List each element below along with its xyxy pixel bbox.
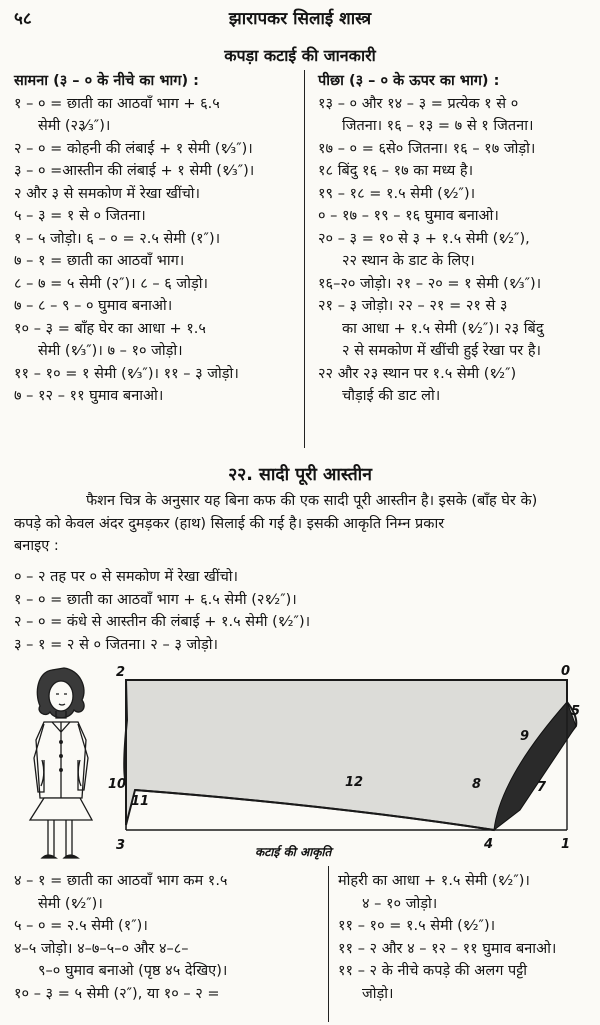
front-line: ११ – १० = १ सेमी (१⁄₃″)। ११ – ३ जोड़ो। (14, 365, 239, 382)
bottom-left-column (14, 870, 322, 1005)
bottom-right-line: जोड़ो। (362, 985, 394, 1002)
back-line: का आधा + १.५ सेमी (१⁄₂″)। २३ बिंदु (342, 320, 544, 337)
sleeve-figure (0, 660, 600, 865)
point-label: 3 (116, 838, 126, 853)
paragraph-line: बनाइए : (14, 538, 59, 554)
bottom-right-line: ११ – १० = १.५ सेमी (१⁄₂″)। (338, 918, 496, 934)
page-number: ५८ (14, 9, 32, 29)
sleeve-title: २२. सादी पूरी आस्तीन (228, 465, 372, 485)
bottom-column-divider (328, 866, 329, 1022)
point-label: 9 (520, 729, 530, 744)
back-line: २ से समकोण में खींची हुई रेखा पर है। (342, 343, 542, 359)
bottom-right-line: ४ – १० जोड़ो। (362, 895, 438, 912)
front-line: ८ – ७ = ५ सेमी (२″)। ८ – ६ जोड़ो। (14, 275, 208, 292)
back-line: १९ – १८ = १.५ सेमी (१⁄₂″)। (318, 185, 476, 202)
paragraph-line: कपड़े को केवल अंदर दुमड़कर (हाथ) सिलाई की गई है। इसकी आकृति निम्न प्रकार (14, 515, 445, 532)
figure-caption: कटाई की आकृति (255, 845, 332, 859)
point-label: 2 (116, 665, 126, 680)
sleeve-step: ३ – १ = २ से ० जितना। २ – ३ जोड़ो। (14, 636, 218, 653)
sleeve-paragraph (14, 490, 588, 558)
front-line: १० – ३ = बाँह घेर का आधा + १.५ (14, 320, 206, 337)
section-title: कपड़ा कटाई की जानकारी (224, 46, 376, 65)
bottom-left-line: ९–० घुमाव बनाओ (पृष्ठ ४५ देखिए)। (38, 963, 228, 979)
bottom-left-line: ५ – ० = २.५ सेमी (१″)। (14, 918, 148, 934)
point-label: 0 (561, 664, 571, 679)
bottom-left-line: ४–५ जोड़ो। ४–७–५–० और ४–८– (14, 940, 189, 957)
front-line: २ और ३ से समकोण में रेखा खींचो। (14, 185, 201, 202)
back-line: १८ बिंदु १६ – १७ का मध्य है। (318, 163, 474, 179)
back-column (318, 70, 594, 408)
back-line: चौड़ाई की डाट लो। (342, 388, 441, 404)
bottom-right-column (338, 870, 596, 1005)
bottom-left-line: १० – ३ = ५ सेमी (२″), या १० – २ = (14, 985, 220, 1002)
bottom-left-line: सेमी (१⁄₂″)। (38, 895, 103, 912)
bottom-right-line: ११ – २ और ४ – १२ – ११ घुमाव बनाओ। (338, 940, 557, 957)
front-line: ७ – ८ – ९ – ० घुमाव बनाओ। (14, 298, 173, 314)
point-label: 12 (345, 775, 364, 790)
front-heading: सामना (३ – ० के नीचे का भाग) : (14, 73, 199, 89)
front-line: ३ – ० =आस्तीन की लंबाई + १ सेमी (१⁄₃″)। (14, 163, 255, 179)
front-line: ७ – १२ – ११ घुमाव बनाओ। (14, 388, 164, 404)
front-line: ५ – ३ = १ से ० जितना। (14, 208, 146, 224)
bottom-left-line: ४ – १ = छाती का आठवाँ भाग कम १.५ (14, 873, 228, 889)
back-line: १६–२० जोड़ो। २१ – २० = १ सेमी (१⁄₃″)। (318, 275, 542, 292)
back-line: २० – ३ = १० से ३ + १.५ सेमी (१⁄₂″), (318, 230, 530, 247)
back-line: २१ – ३ जोड़ो। २२ – २१ = २१ से ३ (318, 298, 508, 314)
front-column (14, 70, 299, 408)
bottom-right-line: ११ – २ के नीचे कपड़े की अलग पट्टी (338, 963, 528, 979)
page-header (8, 6, 592, 30)
front-line: १ – ० = छाती का आठवाँ भाग + ६.५ (14, 95, 220, 112)
paragraph-line: फैशन चित्र के अनुसार यह बिना कफ की एक सादी पूरी आस्तीन है। इसके (बाँह घेर के) (86, 493, 538, 509)
front-line: ७ – १ = छाती का आठवाँ भाग। (14, 253, 185, 269)
girl-illustration (30, 668, 92, 858)
point-label: 5 (571, 704, 581, 719)
running-title: झारापकर सिलाई शास्त्र (228, 9, 372, 29)
sleeve-step: ० – २ तह पर ० से समकोण में रेखा खींचो। (14, 569, 239, 585)
column-divider (304, 70, 305, 448)
pattern-drawing (124, 680, 576, 830)
point-label: 8 (472, 777, 482, 792)
sleeve-steps (14, 566, 310, 656)
back-line: जितना। १६ – १३ = ७ से १ जितना। (342, 118, 534, 134)
front-line: सेमी (१⁄₃″)। ७ – १० जोड़ो। (38, 343, 183, 359)
point-label: 1 (561, 837, 571, 852)
point-label: 11 (131, 794, 150, 809)
front-line: १ – ५ जोड़ो। ६ – ० = २.५ सेमी (१″)। (14, 230, 221, 247)
point-label: 4 (484, 837, 494, 852)
back-line: २२ स्थान के डाट के लिए। (342, 253, 475, 269)
back-line: २२ और २३ स्थान पर १.५ सेमी (१⁄₂″) (318, 365, 517, 382)
point-label: 7 (537, 780, 547, 795)
back-line: ० – १७ – १९ – १६ घुमाव बनाओ। (318, 208, 499, 224)
front-line: सेमी (२३⁄₃″)। (38, 118, 111, 134)
back-line: १३ – ० और १४ – ३ = प्रत्येक १ से ० (318, 95, 519, 112)
sleeve-step: १ – ० = छाती का आठवाँ भाग + ६.५ सेमी (२१⁄₂″)। (14, 591, 297, 608)
front-line: २ – ० = कोहनी की लंबाई + १ सेमी (१⁄₃″)। (14, 140, 253, 157)
back-heading: पीछा (३ – ० के ऊपर का भाग) : (318, 73, 500, 89)
bottom-right-line: मोहरी का आधा + १.५ सेमी (१⁄₂″)। (338, 873, 530, 889)
point-label: 10 (108, 777, 127, 792)
sleeve-step: २ – ० = कंधे से आस्तीन की लंबाई + १.५ सेमी (१⁄₂″)। (14, 614, 311, 630)
back-line: १७ – ० = ६से० जितना। १६ – १७ जोड़ो। (318, 140, 536, 157)
